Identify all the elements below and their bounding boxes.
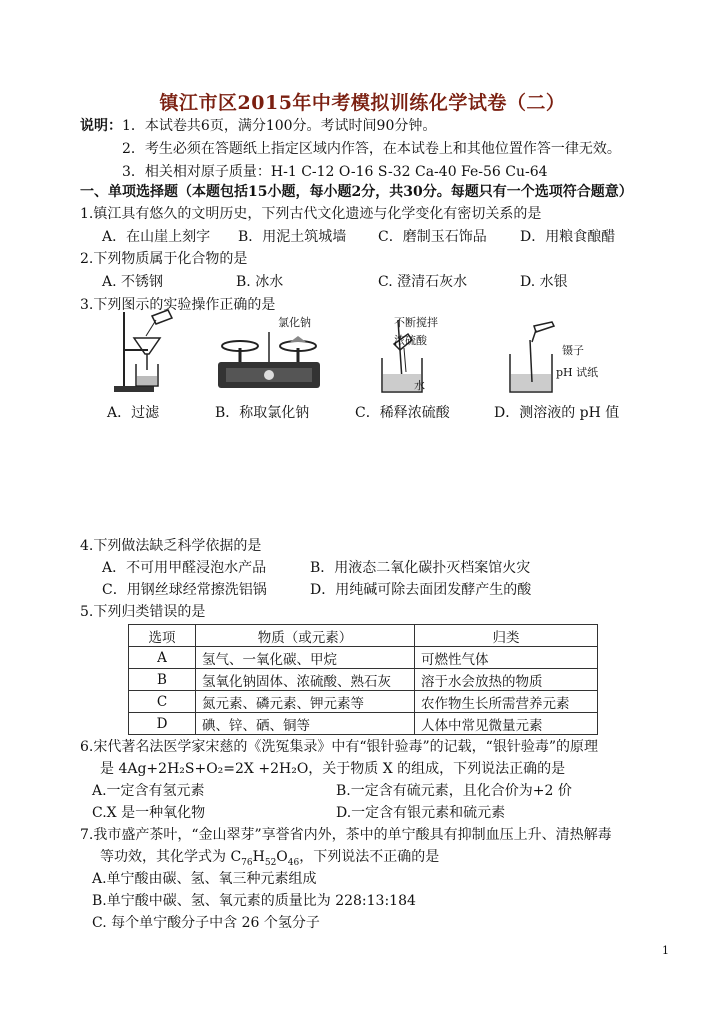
q6-option-b: B.一定含有硫元素，且化合价为+2 价	[336, 783, 572, 799]
page-number: 1	[662, 944, 669, 957]
label-stir: 不断搅拌	[394, 316, 438, 329]
q4-option-a: A．不可用甲醛浸泡水产品	[102, 560, 267, 576]
label-tweezers: 镊子	[562, 344, 584, 357]
q3-option-d: D．测溶液的 pH 值	[494, 405, 620, 421]
table-header: 选项	[129, 625, 196, 647]
ph-test-figure	[504, 320, 560, 394]
q6-line-2: 是 4Ag+2H₂S+O₂=2X +2H₂O，关于物质 X 的组成，下列说法正确的是	[100, 761, 566, 777]
table-cell: 氢气、一氧化碳、甲烷	[196, 647, 415, 669]
q5-stem: 5.下列归类错误的是	[80, 604, 206, 620]
q4-stem: 4.下列做法缺乏科学依据的是	[80, 538, 262, 554]
table-row	[129, 669, 598, 691]
table-cell: C	[129, 691, 196, 713]
note-1: 1．本试卷共6页，满分100分。考试时间90分钟。	[122, 118, 437, 134]
table-header-row	[129, 625, 598, 647]
table-cell: 农作物生长所需营养元素	[415, 691, 598, 713]
q1-option-d: D．用粮食酿醋	[520, 229, 616, 245]
q7-line-2-suffix: ，下列说法不正确的是	[299, 849, 440, 865]
label-nacl: 氯化钠	[278, 316, 311, 329]
q2-option-c: C. 澄清石灰水	[378, 274, 468, 290]
table-cell: 人体中常见微量元素	[415, 713, 598, 735]
table-cell: 溶于水会放热的物质	[415, 669, 598, 691]
q1-stem: 1.镇江具有悠久的文明历史，下列古代文化遗迹与化学变化有密切关系的是	[80, 206, 542, 222]
q4-option-c: C．用钢丝球经常擦洗铝锅	[102, 582, 267, 598]
q7-option-c: C. 每个单宁酸分子中含 26 个氢分子	[92, 915, 320, 931]
section-heading: 一、单项选择题（本题包括15小题，每小题2分，共30分。每题只有一个选项符合题意）	[80, 184, 633, 200]
classification-table	[128, 624, 598, 735]
hydrogen-symbol: H	[252, 849, 265, 865]
q3-option-a: A．过滤	[107, 405, 160, 421]
q7-line-1: 7.我市盛产茶叶，“金山翠芽”享誉省内外，茶中的单宁酸具有抑制血压上升、清热解毒	[80, 827, 612, 843]
q3-option-c: C．稀释浓硫酸	[355, 405, 450, 421]
q3-stem: 3.下列图示的实验操作正确的是	[80, 297, 276, 313]
table-cell: 可燃性气体	[415, 647, 598, 669]
oxygen-subscript: 46	[287, 857, 300, 868]
q4-option-b: B．用液态二氧化碳扑灭档案馆火灾	[310, 560, 531, 576]
q7-option-a: A.单宁酸由碳、氢、氧三种元素组成	[92, 871, 317, 887]
label-ph-paper: pH 试纸	[556, 366, 599, 379]
hydrogen-subscript: 52	[264, 857, 277, 868]
page-title: 镇江市区2015年中考模拟训练化学试卷（二）	[159, 92, 566, 114]
q1-option-c: C．磨制玉石饰品	[378, 229, 487, 245]
q6-option-d: D.一定含有银元素和硫元素	[336, 805, 506, 821]
q7-line-2	[100, 848, 439, 872]
note-3: 3．相关相对原子质量：H-1 C-12 O-16 S-32 Ca-40 Fe-56 Cu-64	[122, 164, 548, 180]
table-row	[129, 691, 598, 713]
q2-option-b: B. 冰水	[236, 274, 284, 290]
q3-option-b: B．称取氯化钠	[215, 405, 310, 421]
table-cell: A	[129, 647, 196, 669]
q7-option-b: B.单宁酸中碳、氢、氧元素的质量比为 228:13:184	[92, 893, 416, 909]
q6-line-1: 6.宋代著名法医学家宋慈的《洗冤集录》中有“银针验毒”的记载，“银针验毒”的原理	[80, 739, 598, 755]
table-cell: 碘、锌、硒、铜等	[196, 713, 415, 735]
label-concentrated-acid: 浓硫酸	[394, 334, 427, 347]
table-cell: 氢氧化钠固体、浓硫酸、熟石灰	[196, 669, 415, 691]
table-cell: D	[129, 713, 196, 735]
q7-line-2-prefix: 等功效，其化学式为 C	[100, 849, 242, 865]
q2-option-d: D. 水银	[520, 274, 568, 290]
label-water: 水	[414, 379, 425, 392]
oxygen-symbol: O	[276, 849, 288, 865]
table-cell: B	[129, 669, 196, 691]
carbon-subscript: 76	[241, 857, 253, 868]
q4-option-d: D．用纯碱可除去面团发酵产生的酸	[310, 582, 532, 598]
q6-option-a: A.一定含有氢元素	[92, 783, 205, 799]
table-row	[129, 647, 598, 669]
notes-label: 说明：	[80, 118, 122, 134]
note-2: 2．考生必须在答题纸上指定区域内作答，在本试卷上和其他位置作答一律无效。	[122, 141, 621, 157]
q2-stem: 2.下列物质属于化合物的是	[80, 251, 248, 267]
table-header: 物质（或元素）	[196, 625, 415, 647]
filtration-apparatus-figure	[112, 308, 178, 394]
table-header: 归类	[415, 625, 598, 647]
q2-option-a: A. 不锈钢	[102, 274, 164, 290]
q1-option-b: B．用泥土筑城墙	[238, 229, 347, 245]
q6-option-c: C.X 是一种氧化物	[92, 805, 206, 821]
table-row	[129, 713, 598, 735]
q1-option-a: A．在山崖上刻字	[102, 229, 211, 245]
table-cell: 氮元素、磷元素、钾元素等	[196, 691, 415, 713]
